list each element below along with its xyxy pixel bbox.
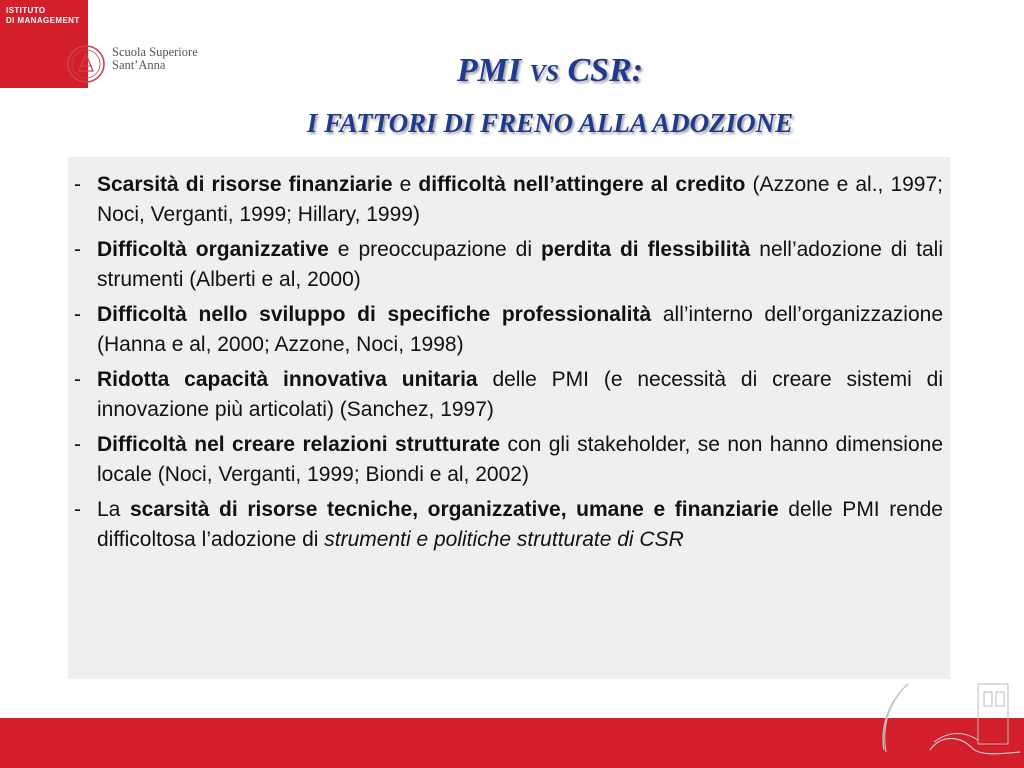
bullet-text: e: [392, 173, 419, 196]
bullet-dash: -: [74, 433, 81, 456]
bullet-text: con gli stakeholder, se non hanno dimensione locale (Noci, Verganti, 1999; Biondi e al, 2002): [97, 433, 944, 486]
bullet-bold-text: difficoltà nell’attingere al credito: [418, 173, 746, 196]
title-part-vs: VS: [529, 61, 559, 87]
school-name-line2: Sant’Anna: [112, 58, 166, 72]
school-name-line1: Scuola Superiore: [112, 45, 198, 59]
title-part-right: CSR:: [559, 52, 644, 89]
bullet-dash: -: [74, 498, 81, 521]
bullet-bold-text: Scarsità di risorse finanziarie: [97, 173, 393, 196]
bullet-text: nell’adozione di tali strumenti (Alberti e al, 2000): [97, 238, 943, 291]
bullet-text: all’interno dell’organizzazione (Hanna e al, 2000; Azzone, Noci, 1998): [97, 303, 944, 356]
bullet-item: [70, 235, 943, 294]
bullet-bold-text: Difficoltà organizzative: [97, 238, 329, 261]
bullet-item: [70, 495, 943, 554]
slide-subtitle: I FATTORI DI FRENO ALLA ADOZIONE: [306, 108, 794, 138]
bullet-text: delle PMI (e necessità di creare sistemi di innovazione più articolati) (Sanchez, 1997): [97, 368, 943, 421]
seal-icon: [66, 44, 106, 84]
bullet-bold-text: Difficoltà nel creare relazioni strutturate: [97, 433, 501, 456]
bullet-bold-text: Ridotta capacità innovativa unitaria: [97, 368, 478, 391]
bullet-item: [70, 170, 943, 229]
bullet-bold-text: Difficoltà nello sviluppo di specifiche professionalità: [97, 303, 652, 326]
bullet-dash: -: [74, 303, 81, 326]
bullet-text: La: [97, 498, 130, 521]
bullet-text: (Azzone e al., 1997; Noci, Verganti, 1999; Hillary, 1999): [97, 173, 944, 226]
bullet-item: [70, 430, 943, 489]
bullet-dash: -: [74, 238, 81, 261]
title-part-left: PMI: [456, 52, 530, 89]
bullet-text: delle PMI rende difficoltosa l’adozione di: [97, 498, 943, 551]
bullet-item: [70, 300, 943, 359]
institute-label-line2: DI MANAGEMENT: [6, 16, 80, 25]
building-sketch-icon: [860, 680, 1024, 768]
bullet-list: [70, 170, 943, 554]
bullet-bold-text: scarsità di risorse tecniche, organizzative, umane e finanziarie: [130, 498, 779, 521]
bullet-dash: -: [74, 173, 81, 196]
bullet-text: e preoccupazione di: [328, 238, 541, 261]
bullet-italic-text: strumenti e politiche strutturate di CSR: [324, 527, 684, 551]
bullet-item: [70, 365, 943, 424]
institute-label-line1: ISTITUTO: [6, 6, 46, 15]
slide-title: [160, 52, 940, 90]
bullet-bold-text: perdita di flessibilità: [541, 238, 751, 261]
bullet-dash: -: [74, 368, 81, 391]
